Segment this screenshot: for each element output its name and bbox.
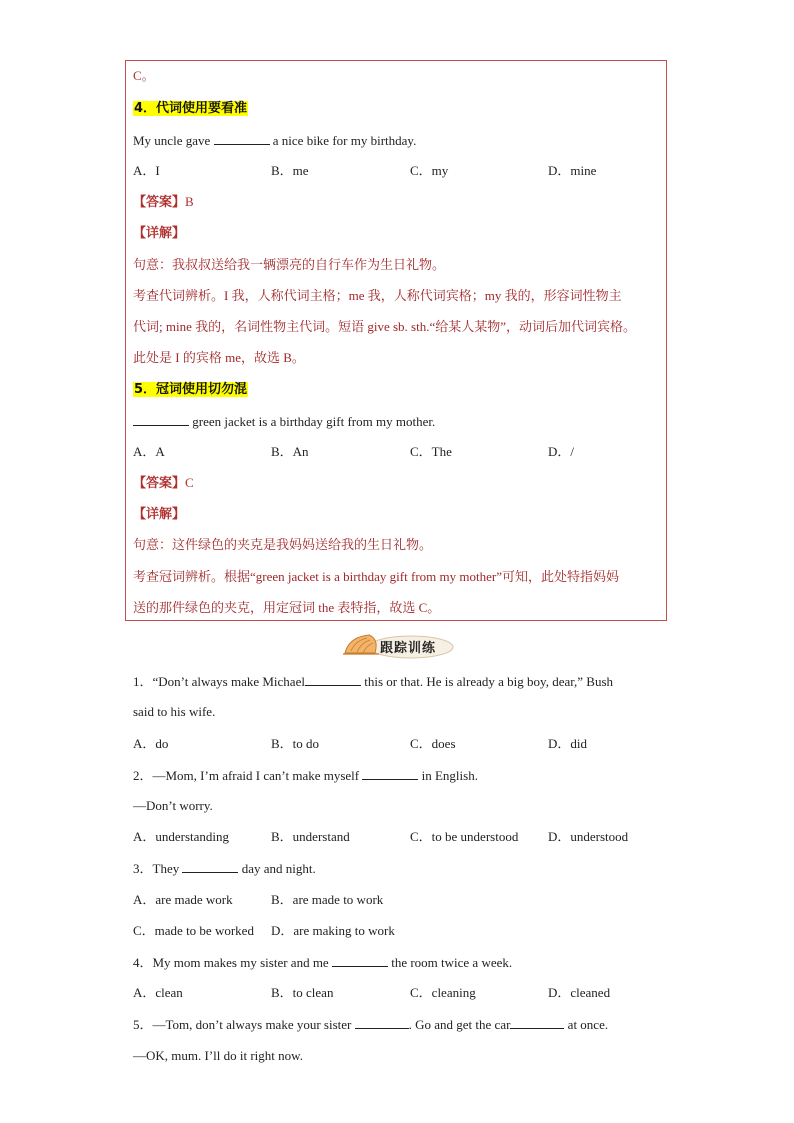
q4-analysis-1: 考查代词辨析。I 我，人称代词主格；me 我，人称代词宾格；my 我的，形容词性物主 — [133, 288, 622, 303]
ex1-option-d: D．did — [548, 736, 588, 751]
ex1-option-b: B．to do — [271, 736, 320, 751]
ex1-line2: said to his wife. — [133, 704, 216, 719]
ex1-line1: 1．“Don’t always make Michael this or that. He is already a big boy, dear,” Bush — [133, 674, 614, 689]
banner-title: 跟踪训练 — [380, 641, 437, 656]
q4-option-c: C．my — [410, 163, 449, 178]
ex2-option-a: A．understanding — [133, 829, 230, 844]
ex4-line1: 4．My mom makes my sister and me the room twice a week. — [133, 955, 513, 970]
q5-option-d: D．/ — [548, 444, 575, 459]
section-banner — [339, 631, 455, 661]
q5-detail-tag: 【详解】 — [133, 507, 186, 522]
shell-icon — [343, 635, 379, 654]
ex3-option-c: C．made to be worked — [133, 923, 254, 938]
q5-option-a: A．A — [133, 444, 165, 459]
ex1-option-a: A．do — [133, 736, 169, 751]
q4-heading: 4．代词使用要看准 — [134, 101, 248, 116]
q5-meaning: 句意：这件绿色的夹克是我妈妈送给我的生日礼物。 — [133, 537, 433, 552]
ex5-line2: —OK, mum. I’ll do it right now. — [133, 1048, 303, 1063]
q4-analysis-3: 此处是 I 的宾格 me，故选 B。 — [133, 350, 305, 365]
q5-stem: green jacket is a birthday gift from my mother. — [133, 413, 435, 430]
ex3-option-a: A．are made work — [133, 892, 233, 907]
ex2-option-c: C．to be understood — [410, 829, 519, 844]
ex4-option-b: B．to clean — [271, 985, 334, 1000]
lead-text: C。 — [133, 68, 155, 83]
q4-stem: My uncle gave a nice bike for my birthday. — [133, 133, 417, 148]
ex1-option-c: C．does — [410, 736, 456, 751]
q4-detail-tag: 【详解】 — [133, 226, 186, 241]
ex3-line1: 3．They day and night. — [133, 861, 316, 876]
q5-analysis-2: 送的那件绿色的夹克，用定冠词 the 表特指，故选 C。 — [133, 600, 441, 615]
q4-analysis-2: 代词; mine 我的，名词性物主代词。短语 give sb. sth.“给某人某物”，动词后加代词宾格。 — [133, 319, 637, 334]
q4-option-d: D．mine — [548, 163, 597, 178]
ex4-option-d: D．cleaned — [548, 985, 611, 1000]
ex2-option-d: D．understood — [548, 829, 629, 844]
q5-analysis-1: 考查冠词辨析。根据“green jacket is a birthday gift from my mother”可知，此处特指妈妈 — [133, 569, 619, 584]
ex3-option-d: D．are making to work — [271, 923, 395, 938]
q5-option-c: C．The — [410, 444, 452, 459]
ex2-line1: 2．—Mom, I’m afraid I can’t make myself in English. — [133, 768, 478, 783]
ex3-option-b: B．are made to work — [271, 892, 384, 907]
q5-answer: 【答案】C — [133, 475, 194, 491]
q5-heading: 5．冠词使用切勿混 — [134, 382, 248, 397]
ex2-option-b: B．understand — [271, 829, 350, 844]
q5-option-b: B．An — [271, 444, 309, 459]
q4-meaning: 句意：我叔叔送给我一辆漂亮的自行车作为生日礼物。 — [133, 257, 446, 272]
q4-option-b: B．me — [271, 163, 309, 178]
ex2-line2: —Don’t worry. — [133, 798, 213, 813]
q4-option-a: A．I — [133, 163, 160, 178]
q4-answer: 【答案】B — [133, 194, 194, 210]
ex5-line1: 5．—Tom, don’t always make your sister . Go and get the car at once. — [133, 1017, 609, 1032]
ex4-option-c: C．cleaning — [410, 985, 476, 1000]
ex4-option-a: A．clean — [133, 985, 183, 1000]
